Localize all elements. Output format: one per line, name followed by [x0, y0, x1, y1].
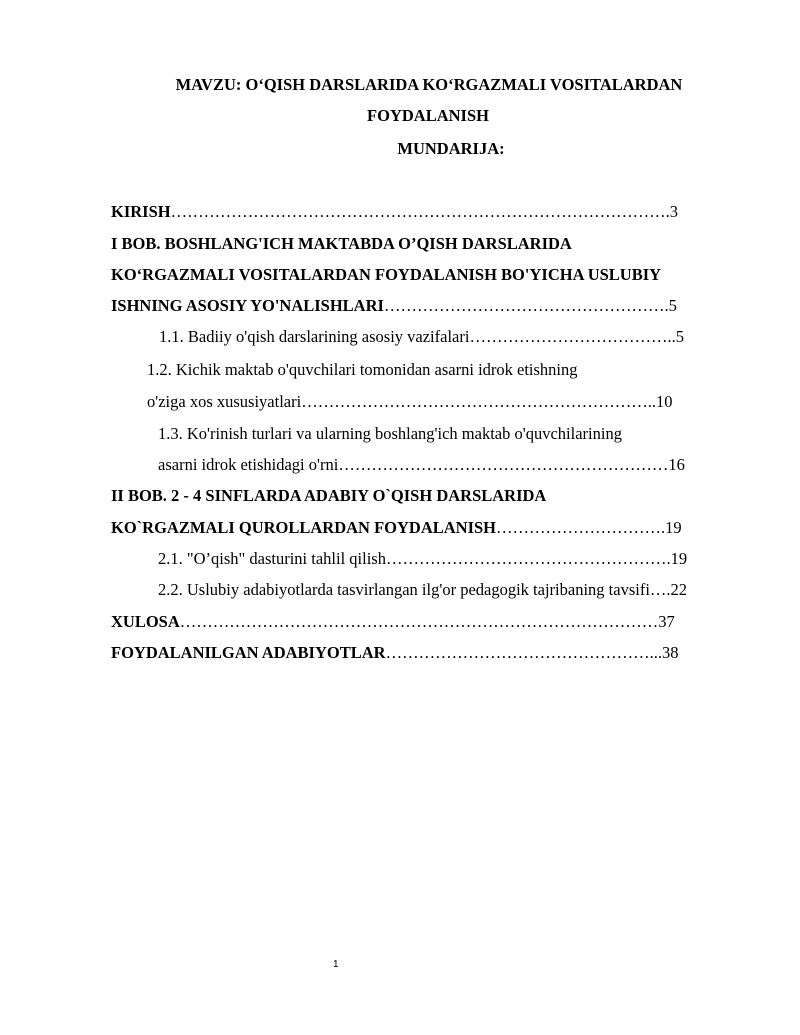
toc-entry-label: KIRISH [111, 202, 171, 221]
toc-page-number: 3 [669, 202, 678, 221]
contents-heading: MUNDARIJA: [397, 139, 505, 158]
toc-page-number: 38 [661, 643, 679, 662]
toc-page-number: 37 [658, 612, 675, 631]
toc-leader-dots: …………………………………………... [385, 643, 662, 662]
toc-section-2-1 [158, 549, 687, 569]
toc-chapter-1-line-1: I BOB. BOSHLANG'ICH MAKTABDA O’QISH DARSLARIDA [111, 234, 572, 253]
document-title-line-1: MAVZU: O‘QISH DARSLARIDA KO‘RGAZMALI VOSITALARDAN [175, 75, 683, 94]
toc-entry-adabiyotlar [111, 643, 678, 663]
toc-entry-xulosa [111, 612, 675, 632]
toc-page-number: 16 [668, 455, 685, 474]
toc-section-1-2-line-2 [147, 392, 672, 412]
toc-leader-dots: ………………………………………………………………………………. [170, 202, 670, 221]
toc-entry-label: 2.1. "O’qish" dasturini tahlil qilish [158, 549, 386, 568]
toc-chapter-1-line-3 [111, 296, 677, 316]
toc-leader-dots: …………………………………………………… [338, 455, 669, 474]
toc-entry-label: asarni idrok etishidagi o'rni [158, 455, 339, 474]
toc-section-1-3-line-1: 1.3. Ko'rinish turlari va ularning boshlang'ich maktab o'quvchilarining [158, 424, 622, 443]
toc-section-2-2 [158, 580, 687, 600]
toc-leader-dots: ……………………………………………………….. [301, 392, 656, 411]
document-title-line-2: FOYDALANISH [367, 106, 489, 125]
toc-leader-dots: ……………………………….. [469, 327, 676, 346]
toc-chapter-2-line-1: II BOB. 2 - 4 SINFLARDA ADABIY O`QISH DARSLARIDA [111, 486, 547, 505]
toc-section-1-2-line-1: 1.2. Kichik maktab o'quvchilari tomonidan asarni idrok etishning [147, 360, 578, 379]
toc-entry-label: o'ziga xos xususiyatlari [147, 392, 302, 411]
toc-leader-dots: …………………………. [496, 518, 666, 537]
toc-entry-label: KO`RGAZMALI QUROLLARDAN FOYDALANISH [111, 518, 497, 537]
toc-leader-dots: …. [649, 580, 671, 599]
toc-page-number: 5 [668, 296, 677, 315]
toc-leader-dots: ……………………………………………. [383, 296, 669, 315]
toc-page-number: 5 [675, 327, 684, 346]
toc-entry-kirish [111, 202, 678, 222]
toc-section-1-1 [159, 327, 684, 347]
toc-page-number: 10 [655, 392, 673, 411]
toc-page-number: 22 [670, 580, 688, 599]
toc-section-1-3-line-2 [158, 455, 685, 475]
toc-entry-label: FOYDALANILGAN ADABIYOTLAR [111, 643, 386, 662]
toc-chapter-2-line-2 [111, 518, 682, 538]
toc-leader-dots: …………………………………………………………………………… [179, 612, 659, 631]
toc-entry-label: XULOSA [111, 612, 180, 631]
toc-page-number: 19 [665, 518, 682, 537]
toc-entry-label: 1.1. Badiiy o'qish darslarining asosiy vazifalari [159, 327, 470, 346]
toc-chapter-1-line-2: KO‘RGAZMALI VOSITALARDAN FOYDALANISH BO'YICHA USLUBIY [111, 265, 662, 284]
page-number: 1 [333, 959, 339, 970]
toc-leader-dots: ……………………………………………. [385, 549, 671, 568]
toc-entry-label: 2.2. Uslubiy adabiyotlarda tasvirlangan ilg'or pedagogik tajribaning tavsifi [158, 580, 650, 599]
toc-page-number: 19 [670, 549, 688, 568]
toc-entry-label: ISHNING ASOSIY YO'NALISHLARI [111, 296, 384, 315]
